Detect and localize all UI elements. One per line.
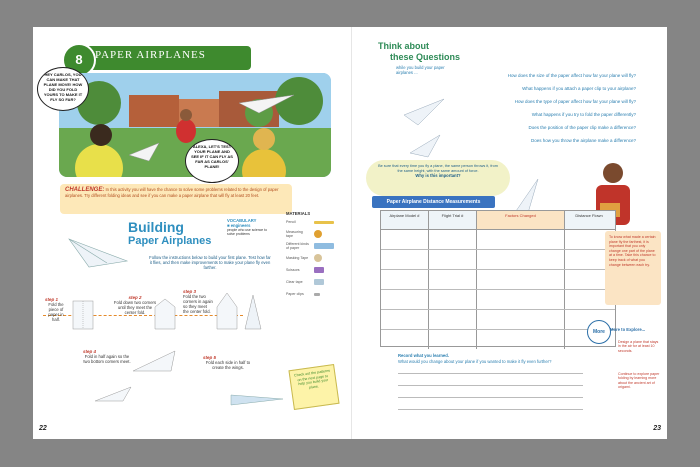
step-4-label: step 4 [83,349,97,354]
step-4-diagram [131,347,179,377]
step-5-text: Fold each side in half to create the wings. [205,360,251,370]
table-row[interactable] [381,230,615,250]
section-title-paper-airplanes: Paper Airplanes [128,235,212,247]
vocab-term: engineers [230,223,251,228]
material-item: Clear tape [271,276,347,288]
step-4-airplane-diagram [93,383,133,405]
step-1-label: step 1 [45,297,59,302]
scissors-icon [314,267,324,273]
tip-note: To know what made a certain plane fly the farthest, it is important that you only change one part of the plane at a time. Take this chance to keep track of what you change between each try. [605,231,661,305]
material-item: Scissors [271,264,347,276]
tip-cloud [366,160,510,196]
header-flight-trial: Flight Trial # [429,211,477,229]
think-title-1: Think about [378,41,429,51]
paper-airplane-sketches [400,95,448,161]
table-title: Paper Airplane Distance Measurements [372,196,495,208]
paper-airplane-icon [67,233,129,271]
table-header-row [381,211,615,230]
pencil-icon [314,221,334,224]
answer-line[interactable] [398,409,583,410]
step-4-text: Fold in half again so the two bottom corners meet. [83,354,131,364]
step-1-text: Fold the piece of paper in half. [48,302,64,322]
step-5-label: step 5 [203,355,217,360]
page-number-left: 22 [39,425,47,432]
question-6: Does how you throw the airplane make a difference? [531,138,636,143]
step-3 [183,289,213,314]
check-out-text: Check out the patterns on the next page to help you build your plane. [293,368,331,390]
chapter-title: PAPER AIRPLANES [95,49,206,61]
material-item: Measuring tape [271,228,347,240]
challenge-box [60,184,292,214]
paper-clip-icon [314,293,320,296]
step-4 [83,349,131,364]
speech-bubble-1: HEY CARLOS, YOU CAN MAKE THAT PLANE MOVE! HOW DID YOU FOLD YOURS TO MAKE IT FLY SO FAR? [37,67,89,111]
materials-label: MATERIALS [286,211,311,216]
record-question: What would you change about your plane if you wanted to make it fly even further? [398,359,552,364]
tip-cloud-question: Why is this important? [415,173,461,179]
header-airplane-model: Airplane Model # [381,211,429,229]
question-2: What happens if you attach a paper clip to your airplane? [522,86,636,91]
instructions-text: Follow the instructions below to build your first plane. Test how far it flies, and then make improvements to make your plane fly even farther. [149,255,271,271]
table-row[interactable] [381,310,615,330]
clear-tape-icon [314,279,324,285]
section-title-building: Building [128,219,184,235]
think-title-2: these Questions [390,52,461,62]
material-item: Masking Tape [271,252,347,264]
material-item: Pencil [271,216,347,228]
step-3-diagram [215,291,263,331]
measurements-table [380,210,616,347]
step-3-label: step 3 [183,289,197,294]
measuring-tape-icon [314,230,322,238]
step-2-diagram [153,297,177,331]
question-1: How does the size of the paper affect how far your plane will fly? [507,73,636,78]
material-item: Paper clips [271,288,347,300]
paper-stack-icon [314,243,334,249]
think-subtitle: while you build your paper airplanes ... [396,65,445,75]
step-2-text: Fold down two corners until they meet the center fold. [113,300,157,315]
table-row[interactable] [381,270,615,290]
materials-list [271,211,347,300]
step-2 [113,295,157,315]
answer-line[interactable] [398,373,583,374]
tip-cloud-text: Be sure that every time you fly a plane, the same person throws it, from the same height, with the same amount of force. [378,164,498,173]
question-3: How does the type of paper affect how far your plane will fly? [514,99,636,104]
table-row[interactable] [381,250,615,270]
speech-bubble-2: ALEXA, LET'S TEST YOUR PLANE AND SEE IF IT CAN FLY AS FAR AS CARLOS' PLANE! [185,139,239,183]
table-row[interactable] [381,330,615,349]
right-page [352,27,667,439]
material-item: Different kinds of paper [271,240,347,252]
header-distance-flown: Distance Flown [575,213,603,218]
answer-line[interactable] [398,385,583,386]
vocabulary-box: VOCABULARY ■ engineers people who use science to solve problems [227,218,271,236]
check-out-sticky-note [288,364,339,410]
left-page [33,27,352,439]
explore-item-1: Design a plane that stays in the air for at least 10 seconds. [618,340,659,353]
step-5 [203,355,253,370]
step-2-label: step 2 [128,295,142,300]
page-number-right: 23 [653,425,661,432]
explore-item-2: Continue to explore paper folding by learning more about the ancient art of origami. [618,372,660,390]
vocabulary-label: VOCABULARY [227,218,257,223]
vocab-definition: people who use science to solve problems [227,228,267,236]
record-title: Record what you learned. [398,353,449,358]
more-to-explore-icon: More [587,320,611,344]
challenge-text: In this activity you will have the chance to solve some problems related to the design of paper airplanes. Try different folding ideas and see if you can make a paper airplane that will fly at least 20 feet. [65,187,279,198]
question-5: Does the position of the paper clip make a difference? [528,125,636,130]
step-3-text: Fold the two corners in again so they meet the center fold. [183,294,213,314]
step-1-diagram [71,299,95,331]
paper-airplane-sketch-2 [512,175,542,215]
question-4: What happens if you try to fold the paper differently? [531,112,636,117]
step-5-diagram [229,387,285,409]
table-row[interactable] [381,290,615,310]
question-list [456,73,636,143]
more-to-explore-label: More to Explore... [610,327,646,332]
chapter-number-badge: 8 [62,43,96,77]
answer-line[interactable] [398,397,583,398]
masking-tape-icon [314,254,322,262]
header-factors-changed: Factors Changed [477,211,565,229]
challenge-label: CHALLENGE: [65,187,105,193]
